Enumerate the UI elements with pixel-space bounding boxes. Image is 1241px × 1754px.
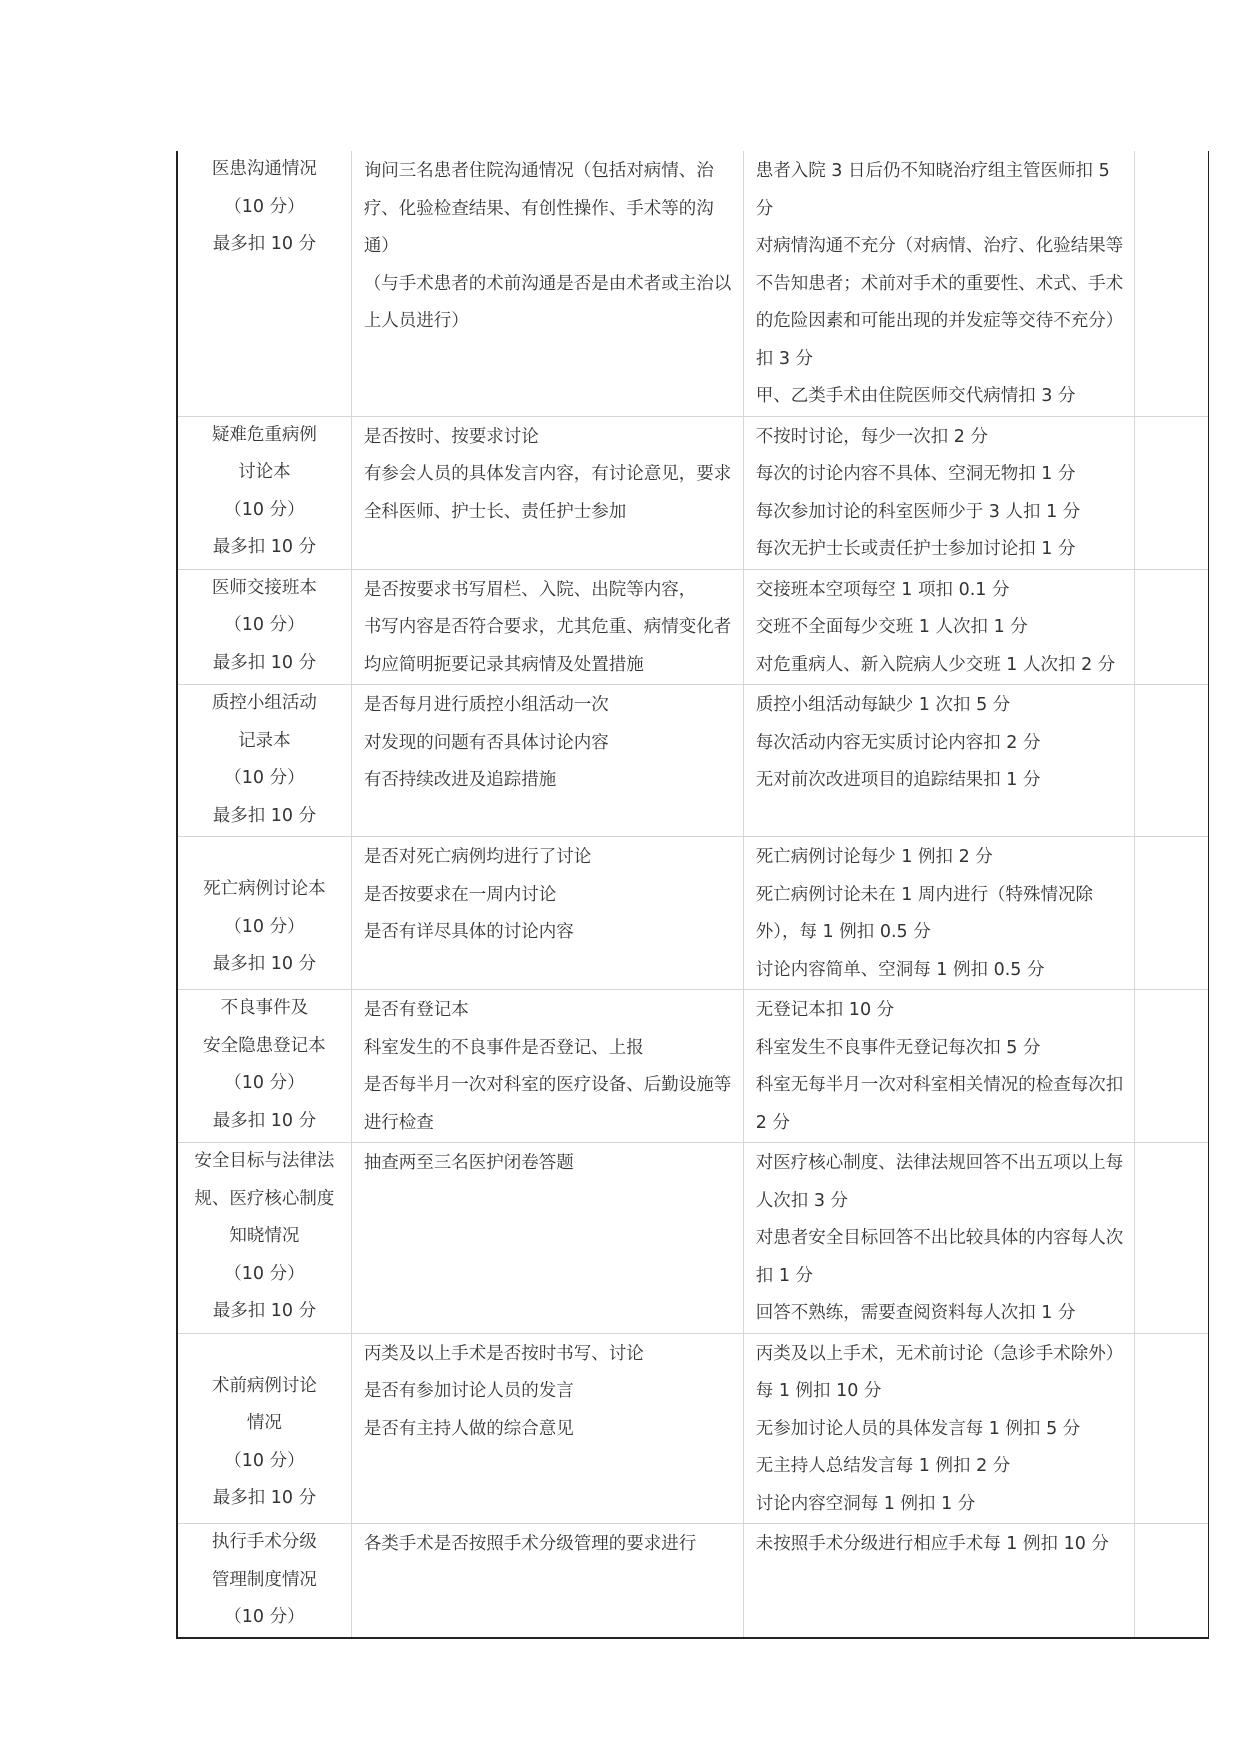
deduction-rule: 交接班本空项每空 1 项扣 0.1 分 [755,579,1010,600]
method-line: 是否有主持人做的综合意见 [363,1418,574,1439]
method-cell [351,685,743,837]
method-line: 科室发生的不良事件是否登记、上报 [363,1037,644,1058]
item-name: 医患沟通情况 [211,159,317,179]
deduction-rule: 甲、乙类手术由住院医师交代病情扣 3 分 [755,386,1076,406]
deduction-rule-cell [743,1333,1134,1524]
method-cell [351,1524,743,1638]
deduction-rule: 科室无每半月一次对科室相关情况的检查每次扣 2 分 [755,1075,1124,1133]
item-cell [177,151,351,416]
item-name: 记录本 [238,730,291,751]
deduction-rule: 无登记本扣 10 分 [755,1000,895,1020]
method-line: 对发现的问题有否具体讨论内容 [363,732,609,753]
item-name: 讨论本 [238,462,291,482]
item-name: 执行手术分级 [211,1532,317,1552]
deduction-rule-cell [743,416,1134,569]
item-name: 安全隐患登记本 [203,1035,326,1056]
scoring-table-body [177,151,1209,1638]
blank-cell [1134,837,1208,990]
item-points: （10 分） [224,499,305,520]
deduction-rule: 死亡病例讨论未在 1 周内进行（特殊情况除外），每 1 例扣 0.5 分 [755,884,1094,942]
blank-cell [1134,416,1208,569]
table-row [177,1143,1209,1334]
table-row [177,1524,1209,1638]
method-line: 丙类及以上手术是否按时书写、讨论 [363,1343,644,1364]
item-name: 管理制度情况 [211,1569,317,1590]
method-line: 是否有登记本 [363,1000,469,1020]
method-line: 询问三名患者住院沟通情况（包括对病情、治疗、化验检查结果、有创性操作、手术等的沟通） [363,161,714,256]
deduction-rule-cell [743,837,1134,990]
item-max-deduction: 最多扣 10 分 [212,954,317,974]
method-line: 是否有详尽具体的讨论内容 [363,922,574,942]
method-line: 是否按要求在一周内讨论 [363,884,557,905]
item-max-deduction: 最多扣 10 分 [212,537,317,557]
method-cell [351,1333,743,1524]
item-points: （10 分） [224,1450,305,1471]
item-cell [177,569,351,685]
method-line: 各类手术是否按照手术分级管理的要求进行 [363,1534,697,1554]
item-cell [177,990,351,1143]
deduction-rule: 回答不熟练，需要查阅资料每人次扣 1 分 [755,1303,1076,1323]
deduction-rule: 未按照手术分级进行相应手术每 1 例扣 10 分 [755,1534,1109,1554]
item-max-deduction: 最多扣 10 分 [212,234,317,254]
deduction-rule-cell [743,1524,1134,1638]
item-cell [177,685,351,837]
blank-cell [1134,990,1208,1143]
method-cell [351,569,743,685]
method-line: 书写内容是否符合要求，尤其危重、病情变化者均应简明扼要记录其病情及处置措施 [363,617,732,675]
table-row [177,1333,1209,1524]
table-row [177,151,1209,416]
deduction-rule: 讨论内容简单、空洞每 1 例扣 0.5 分 [755,959,1045,980]
deduction-rule-cell [743,990,1134,1143]
method-cell [351,837,743,990]
deduction-rule: 质控小组活动每缺少 1 次扣 5 分 [755,695,1011,715]
method-line: 是否按要求书写眉栏、入院、出院等内容， [363,579,697,600]
blank-cell [1134,151,1208,416]
method-line: 有否持续改进及追踪措施 [363,770,557,790]
item-name: 安全目标与法律法规、医疗核心制度 [194,1151,335,1209]
method-line: 是否每月进行质控小组活动一次 [363,695,609,715]
item-cell [177,1524,351,1638]
blank-cell [1134,1143,1208,1334]
item-points: （10 分） [224,916,305,937]
item-name: 情况 [246,1413,282,1433]
method-line: 是否按时、按要求讨论 [363,426,539,447]
table-row [177,569,1209,685]
item-cell [177,416,351,569]
item-points: （10 分） [224,1073,305,1093]
deduction-rule: 丙类及以上手术，无术前讨论（急诊手术除外）每 1 例扣 10 分 [755,1343,1124,1401]
deduction-rule-cell [743,685,1134,837]
table-row [177,837,1209,990]
item-max-deduction: 最多扣 10 分 [212,805,317,826]
deduction-rule: 患者入院 3 日后仍不知晓治疗组主管医师扣 5 分 [755,161,1110,219]
table-row [177,990,1209,1143]
deduction-rule-cell [743,1143,1134,1334]
item-name: 术前病例讨论 [211,1375,317,1396]
item-max-deduction: 最多扣 10 分 [212,1110,317,1131]
item-points: （10 分） [224,1263,305,1284]
item-name: 不良事件及 [220,998,309,1018]
deduction-rule: 每次活动内容无实质讨论内容扣 2 分 [755,732,1041,753]
deduction-rule: 无主持人总结发言每 1 例扣 2 分 [755,1456,1011,1476]
deduction-rule: 死亡病例讨论每少 1 例扣 2 分 [755,847,993,867]
blank-cell [1134,1333,1208,1524]
scoring-table [176,151,1209,1639]
item-name: 质控小组活动 [211,693,317,713]
deduction-rule: 不按时讨论，每少一次扣 2 分 [755,426,989,447]
deduction-rule: 对患者安全目标回答不出比较具体的内容每人次扣 1 分 [755,1228,1124,1286]
table-row [177,685,1209,837]
method-line: 抽查两至三名医护闭卷答题 [363,1153,574,1173]
method-line: 是否每半月一次对科室的医疗设备、后勤设施等进行检查 [363,1075,732,1133]
item-points: （10 分） [224,615,305,635]
method-line: 有参会人员的具体发言内容，有讨论意见，要求全科医师、护士长、责任护士参加 [363,464,732,522]
deduction-rule: 无对前次改进项目的追踪结果扣 1 分 [755,770,1041,790]
deduction-rule: 无参加讨论人员的具体发言每 1 例扣 5 分 [755,1418,1081,1439]
deduction-rule: 科室发生不良事件无登记每次扣 5 分 [755,1037,1041,1058]
deduction-rule: 对医疗核心制度、法律法规回答不出五项以上每人次扣 3 分 [755,1153,1124,1211]
item-points: （10 分） [224,1607,305,1627]
deduction-rule-cell [743,151,1134,416]
deduction-rule: 讨论内容空洞每 1 例扣 1 分 [755,1493,976,1514]
table-row [177,416,1209,569]
method-cell [351,990,743,1143]
method-line: 是否对死亡病例均进行了讨论 [363,847,592,867]
method-cell [351,416,743,569]
deduction-rule: 对危重病人、新入院病人少交班 1 人次扣 2 分 [755,654,1116,675]
item-name: 死亡病例讨论本 [203,879,326,899]
deduction-rule: 交班不全面每少交班 1 人次扣 1 分 [755,617,1028,637]
item-cell [177,837,351,990]
item-name: 疑难危重病例 [211,424,317,445]
deduction-rule: 每次的讨论内容不具体、空洞无物扣 1 分 [755,464,1076,484]
item-name: 医师交接班本 [211,577,317,598]
item-name: 知晓情况 [229,1226,300,1246]
deduction-rule: 每次无护士长或责任护士参加讨论扣 1 分 [755,539,1076,559]
method-cell [351,151,743,416]
item-cell [177,1333,351,1524]
method-cell [351,1143,743,1334]
item-points: （10 分） [224,768,305,788]
blank-cell [1134,569,1208,685]
item-max-deduction: 最多扣 10 分 [212,652,317,673]
item-cell [177,1143,351,1334]
item-max-deduction: 最多扣 10 分 [212,1301,317,1321]
item-max-deduction: 最多扣 10 分 [212,1488,317,1508]
item-points: （10 分） [224,196,305,217]
blank-cell [1134,1524,1208,1638]
deduction-rule-cell [743,569,1134,685]
deduction-rule: 对病情沟通不充分（对病情、治疗、化验结果等不告知患者；术前对手术的重要性、术式、手术的危险因素和可能出现的并发症等交待不充分）扣 3 分 [755,236,1124,369]
blank-cell [1134,685,1208,837]
method-line: （与手术患者的术前沟通是否是由术者或主治以上人员进行） [363,273,732,331]
deduction-rule: 每次参加讨论的科室医师少于 3 人扣 1 分 [755,501,1081,522]
method-line: 是否有参加讨论人员的发言 [363,1381,574,1401]
